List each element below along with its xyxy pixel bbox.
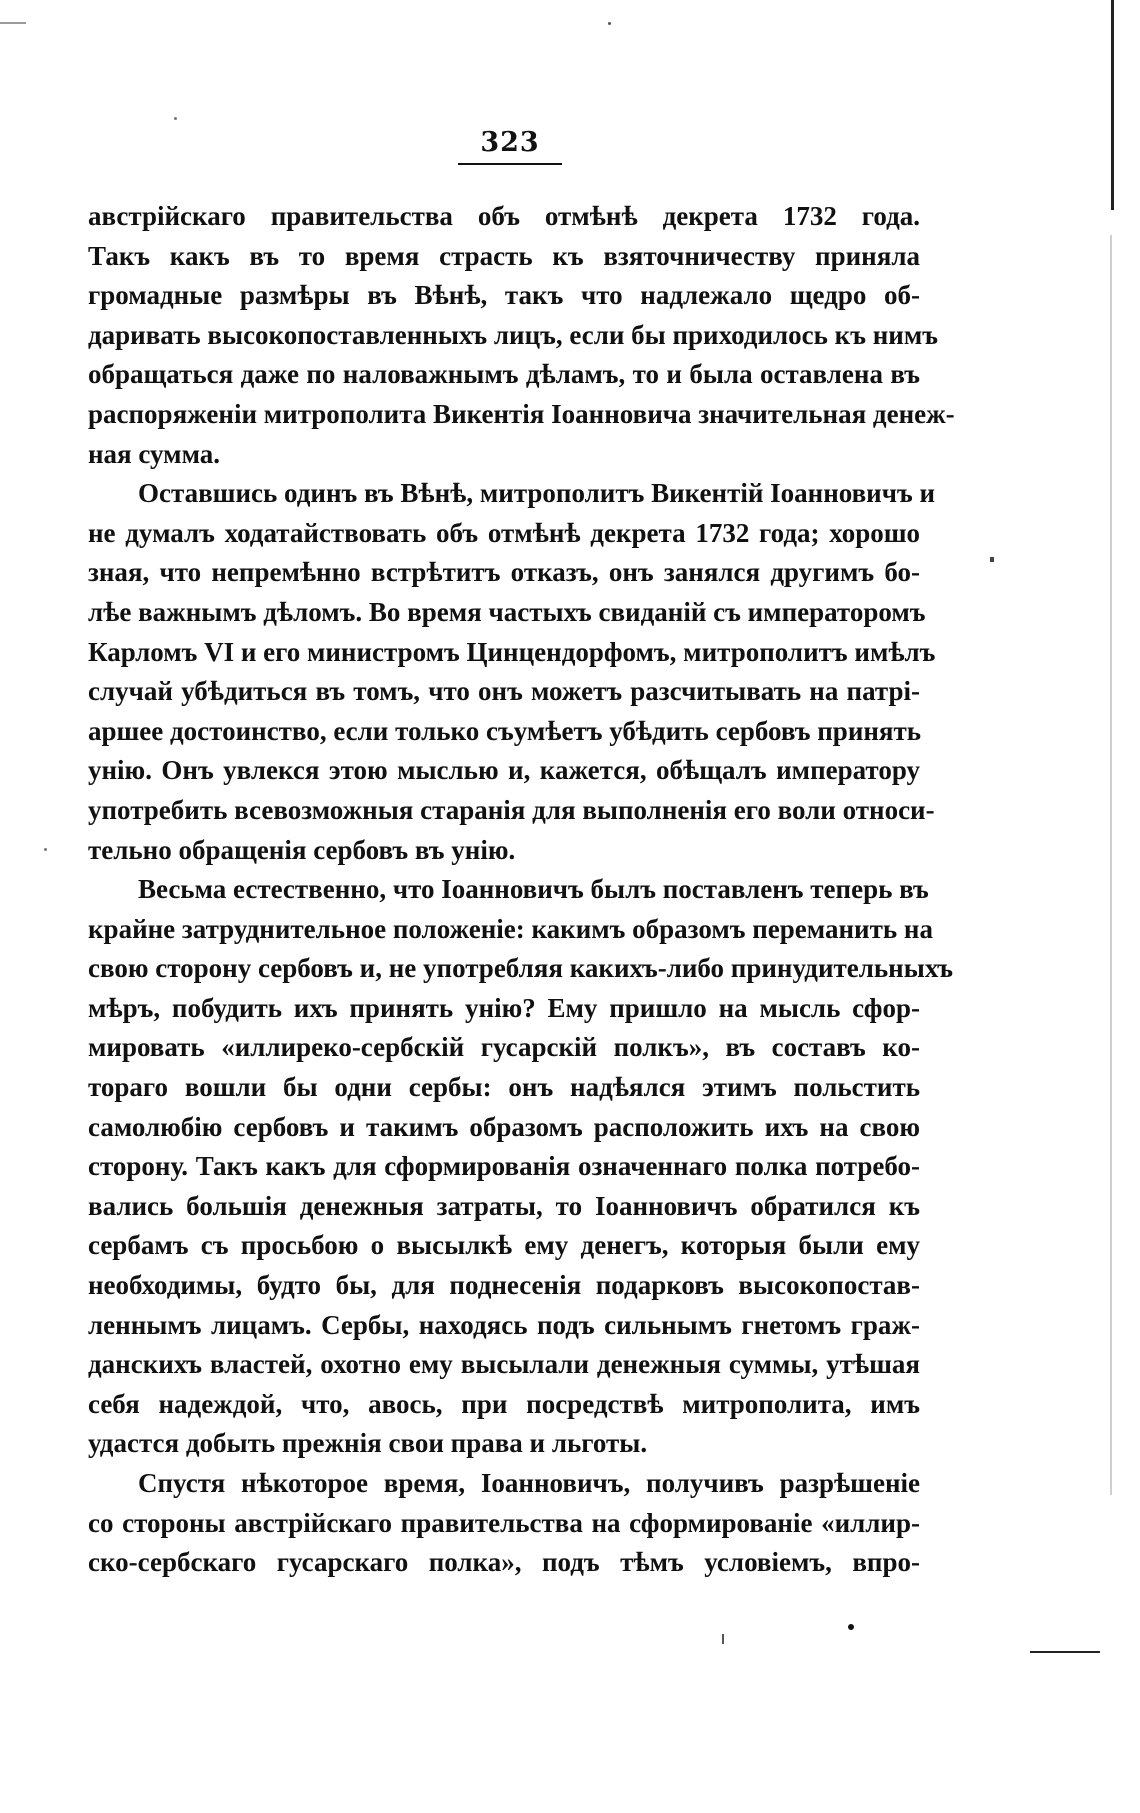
text-line: ная сумма.: [88, 438, 221, 469]
paragraph: [88, 870, 954, 1464]
text-line: со стороны австрійскаго правительства на сформированіе «иллир-: [88, 1507, 920, 1538]
scan-speck: [722, 1634, 724, 1644]
header-rule: [458, 163, 562, 165]
text-line: аршее достоинство, если только съумѣетъ убѣдить сербовъ принять: [88, 715, 922, 746]
text-line: Карломъ VI и его министромъ Цинцендорфомъ, митрополитъ имѣлъ: [88, 636, 936, 667]
text-line: не думалъ ходатайствовать объ отмѣнѣ декрета 1732 года; хорошо: [88, 517, 920, 548]
text-line: обращаться даже по наловажнымъ дѣламъ, то и была оставлена въ: [88, 359, 920, 390]
scan-edge-mark: [0, 22, 26, 24]
scan-speck: [848, 1624, 854, 1630]
text-line: свою сторону сербовъ и, не употребляя какихъ-либо принудительныхъ: [88, 953, 954, 984]
text-line: употребить всевозможныя старанія для выполненія его воли относи-: [88, 794, 935, 825]
text-line: необходимы, будто бы, для поднесенія подарковъ высокопостав-: [88, 1270, 920, 1301]
text-line: крайне затруднительное положеніе: какимъ образомъ переманить на: [88, 913, 933, 944]
text-line: мѣръ, побудить ихъ принять унію? Ему пришло на мысль сфор-: [88, 992, 920, 1023]
page-header: [455, 126, 565, 165]
text-line: распоряженіи митрополита Викентія Іоанновича значительная денеж-: [88, 398, 955, 429]
scan-speck: [174, 117, 177, 120]
paragraph: [88, 1464, 920, 1583]
text-line: Весьма естественно, что Іоанновичъ былъ поставленъ теперь въ: [138, 874, 929, 905]
text-line: самолюбію сербовъ и такимъ образомъ расположить ихъ на свою: [88, 1111, 920, 1142]
text-line: зная, что непремѣнно встрѣтитъ отказъ, онъ занялся другимъ бо-: [88, 557, 920, 588]
text-line: австрійскаго правительства объ отмѣнѣ декрета 1732 года.: [88, 201, 920, 231]
scan-edge-mark: [1030, 1651, 1100, 1653]
text-line: случай убѣдиться въ томъ, что онъ можетъ разсчитывать на патрі-: [88, 676, 920, 707]
scan-speck: [44, 848, 47, 851]
text-line: данскихъ властей, охотно ему высылали денежныя суммы, утѣшая: [88, 1349, 920, 1380]
text-line: вались большія денежныя затраты, то Іоанновичъ обратился къ: [88, 1190, 920, 1221]
text-line: даривать высокопоставленныхъ лицъ, если бы приходилось къ нимъ: [88, 319, 938, 350]
text-line: сторону. Такъ какъ для сформированія означеннаго полка потребо-: [88, 1151, 920, 1182]
text-line: удастся добыть прежнія свои права и льготы.: [88, 1428, 648, 1459]
text-line: унію. Онъ увлекся этою мыслью и, кажется, обѣщалъ императору: [88, 755, 920, 786]
scan-speck: [990, 557, 994, 562]
text-line: Такъ какъ въ то время страсть къ взяточничеству приняла: [88, 240, 920, 271]
text-line: громадные размѣры въ Вѣнѣ, такъ что надлежало щедро об-: [88, 280, 920, 311]
page-gutter-line: [1111, 0, 1114, 210]
text-line: мировать «иллиреко-сербскій гусарскій полкъ», въ составъ ко-: [88, 1032, 920, 1063]
paragraph: [88, 197, 955, 474]
text-line: сербамъ съ просьбою о высылкѣ ему денегъ, которыя были ему: [88, 1230, 920, 1261]
text-line: Оставшись одинъ въ Вѣнѣ, митрополитъ Викентій Іоанновичъ и: [138, 478, 936, 509]
text-line: ско-сербскаго гусарскаго полка», подъ тѣмъ условіемъ, впро-: [88, 1547, 920, 1578]
text-line: леннымъ лицамъ. Сербы, находясь подъ сильнымъ гнетомъ граж-: [88, 1309, 920, 1340]
page-gutter-shadow: [1110, 235, 1112, 1495]
text-line: тораго вошли бы одни сербы: онъ надѣялся этимъ польстить: [88, 1072, 920, 1103]
scan-speck: [608, 22, 611, 25]
page-number: 323: [480, 127, 540, 158]
text-line: лѣе важнымъ дѣломъ. Во время частыхъ свиданій съ императоромъ: [88, 596, 926, 627]
paragraph: [88, 474, 936, 870]
text-line: Спустя нѣкоторое время, Іоанновичъ, получивъ разрѣшеніе: [138, 1468, 920, 1498]
text-line: тельно обращенія сербовъ въ унію.: [88, 834, 516, 865]
body-text: [88, 197, 955, 1583]
text-line: себя надеждой, что, авось, при посредствѣ митрополита, имъ: [88, 1388, 920, 1419]
